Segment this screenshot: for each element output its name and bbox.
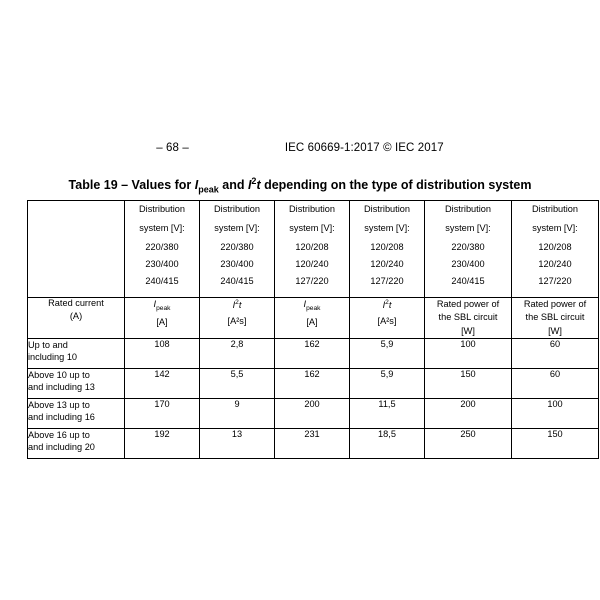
row3-cell-4: 11,5 [350,399,425,429]
row1-cell-1: 108 [125,339,200,369]
unit-5: [W] [461,325,475,336]
col1-voltage-2: 230/400 [145,259,179,270]
row2-cell-2: 5,5 [200,369,275,399]
sym-sub-1: peak [156,304,171,312]
caption-symbol-i2t-sup: 2 [251,176,257,186]
row4-cell-5: 250 [425,429,512,459]
power-line1-6: Rated power of [523,299,587,309]
row4-label-line1: Above 16 up to [28,430,90,441]
header-corner-cell [28,201,125,298]
table-caption [0,176,600,195]
caption-symbol-i2t-i: I [247,178,252,193]
column-header-4 [350,201,425,298]
col4-voltage-3: 127/220 [370,276,404,287]
row3-cell-5: 200 [425,399,512,429]
col1-voltage-1: 220/380 [145,242,179,253]
row2-cell-3: 162 [275,369,350,399]
row-label-3 [28,399,125,429]
row2-label-line2: and including 13 [28,382,95,393]
row4-cell-6: 150 [512,429,599,459]
row4-cell-3: 231 [275,429,350,459]
sym-sup-4: 2 [385,299,389,306]
row3-cell-2: 9 [200,399,275,429]
col3-voltage-2: 120/240 [295,259,329,270]
caption-mid: and [218,178,248,193]
row2-cell-1: 142 [125,369,200,399]
row4-cell-1: 192 [125,429,200,459]
caption-prefix: Table 19 – Values for [68,178,195,193]
col5-voltage-3: 240/415 [451,276,485,287]
rated-current-label: Rated current [48,298,104,308]
subheader-i2t-2 [350,298,425,339]
column-header-3 [275,201,350,298]
subheader-ipeak-1 [125,298,200,339]
table-row [28,339,599,369]
col6-voltage-3: 127/220 [538,276,572,287]
col3-voltage-1: 120/208 [295,242,329,253]
col3-voltage-3: 127/220 [295,276,329,287]
col1-title: Distribution [139,204,185,214]
subheader-i2t-1 [200,298,275,339]
page-number: – 68 – [156,142,189,154]
row1-cell-6: 60 [512,339,599,369]
row2-cell-5: 150 [425,369,512,399]
col4-voltage-2: 120/240 [370,259,404,270]
col1-title2: system [V]: [139,223,185,234]
caption-suffix: depending on the type of distribution system [260,178,532,193]
row4-cell-2: 13 [200,429,275,459]
power-line2-6: the SBL circuit [525,312,585,323]
power-line1-5: Rated power of [436,299,500,309]
unit-2: [A²s] [227,315,247,326]
col5-title: Distribution [445,204,491,214]
sym-i-1: I [153,299,157,309]
col5-title2: system [V]: [445,223,491,234]
sym-i-4: I [382,300,386,311]
row3-cell-1: 170 [125,399,200,429]
col6-voltage-2: 120/240 [538,259,572,270]
sym-i-3: I [303,299,307,309]
unit-4: [A²s] [377,315,397,326]
col4-voltage-1: 120/208 [370,242,404,253]
values-table [27,200,599,459]
power-line2-5: the SBL circuit [438,312,498,323]
col1-voltage-3: 240/415 [145,276,179,287]
col2-voltage-3: 240/415 [220,276,254,287]
row4-label-line2: and including 20 [28,442,95,453]
row3-label-line2: and including 16 [28,412,95,423]
column-header-6 [512,201,599,298]
col5-voltage-1: 220/380 [451,242,485,253]
page-header [0,142,600,154]
unit-1: [A] [156,316,168,327]
row1-cell-3: 162 [275,339,350,369]
row2-cell-6: 60 [512,369,599,399]
table-header-row [28,201,599,298]
col6-voltage-1: 120/208 [538,242,572,253]
sym-t-4: t [388,300,392,311]
standard-reference: IEC 60669-1:2017 © IEC 2017 [284,142,444,154]
row1-label-line1: Up to and [28,340,68,351]
caption-symbol-i2t-t: t [256,178,261,193]
row2-label-line1: Above 10 up to [28,370,90,381]
sym-sup-2: 2 [235,299,239,306]
table-row [28,369,599,399]
col2-voltage-1: 220/380 [220,242,254,253]
row1-label-line2: including 10 [28,352,78,363]
col5-voltage-2: 230/400 [451,259,485,270]
column-header-5 [425,201,512,298]
row1-cell-2: 2,8 [200,339,275,369]
col6-title: Distribution [532,204,578,214]
unit-6: [W] [548,325,562,336]
caption-symbol-ipeak: I [194,178,199,193]
row3-label-line1: Above 13 up to [28,400,90,411]
rated-current-header [28,298,125,339]
row2-cell-4: 5,9 [350,369,425,399]
table-row [28,399,599,429]
table-subheader-row [28,298,599,339]
row3-cell-3: 200 [275,399,350,429]
table-row [28,429,599,459]
unit-3: [A] [306,316,318,327]
column-header-2 [200,201,275,298]
col4-title2: system [V]: [364,223,410,234]
sym-t-2: t [238,300,242,311]
subheader-power-2 [512,298,599,339]
sym-sub-3: peak [306,304,321,312]
caption-symbol-ipeak-sub: peak [198,184,219,195]
row-label-1 [28,339,125,369]
row1-cell-5: 100 [425,339,512,369]
col2-voltage-2: 230/400 [220,259,254,270]
row4-cell-4: 18,5 [350,429,425,459]
column-header-1 [125,201,200,298]
row-label-4 [28,429,125,459]
col3-title2: system [V]: [289,223,335,234]
sym-i-2: I [232,300,236,311]
row3-cell-6: 100 [512,399,599,429]
col4-title: Distribution [364,204,410,214]
row1-cell-4: 5,9 [350,339,425,369]
rated-current-unit: (A) [69,311,83,321]
subheader-power-1 [425,298,512,339]
row-label-2 [28,369,125,399]
subheader-ipeak-2 [275,298,350,339]
col2-title: Distribution [214,204,260,214]
col6-title2: system [V]: [532,223,578,234]
col2-title2: system [V]: [214,223,260,234]
col3-title: Distribution [289,204,335,214]
